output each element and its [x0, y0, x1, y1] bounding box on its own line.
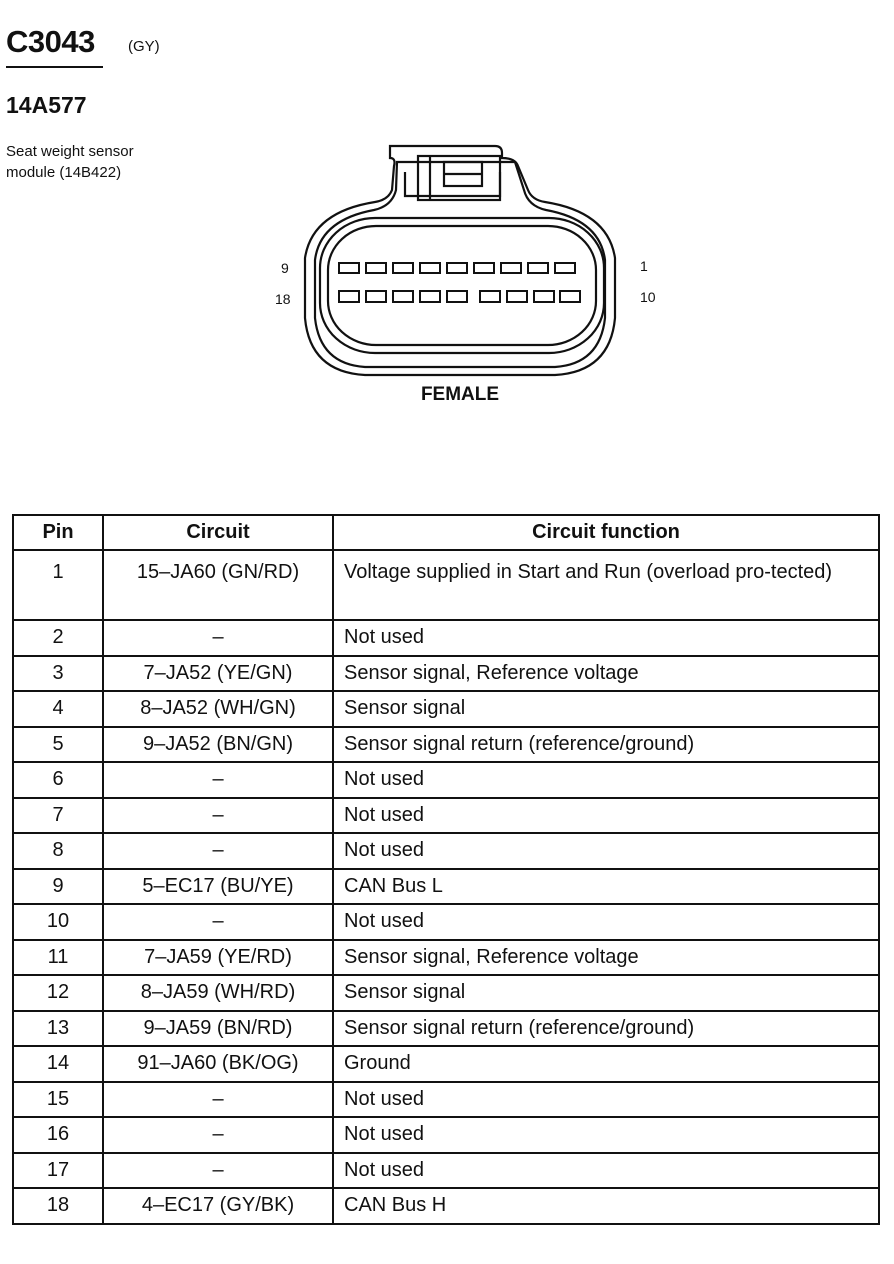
function-cell: Not used	[333, 620, 879, 656]
connector-id: C3043	[6, 24, 95, 59]
pinout-table	[12, 514, 880, 1225]
pin-cavity	[366, 291, 386, 302]
pin-cell: 8	[13, 833, 103, 869]
pin-cavities	[339, 263, 580, 302]
table-row	[13, 550, 879, 620]
pin-cell: 14	[13, 1046, 103, 1082]
function-cell: Sensor signal, Reference voltage	[333, 656, 879, 692]
pin-cavity	[474, 263, 494, 273]
pin-cavity	[447, 263, 467, 273]
table-row	[13, 798, 879, 834]
function-cell: Not used	[333, 798, 879, 834]
connector-title	[6, 24, 160, 60]
table-row	[13, 940, 879, 976]
circuit-cell: –	[103, 798, 333, 834]
function-cell: Sensor signal return (reference/ground)	[333, 727, 879, 763]
circuit-cell: 91–JA60 (BK/OG)	[103, 1046, 333, 1082]
pin-label-1: 1	[640, 258, 648, 274]
pin-cavity	[420, 291, 440, 302]
table-row	[13, 762, 879, 798]
pin-cavity	[507, 291, 527, 302]
pin-cell: 13	[13, 1011, 103, 1047]
pin-cell: 16	[13, 1117, 103, 1153]
table-row	[13, 691, 879, 727]
header-pin: Pin	[13, 515, 103, 550]
function-cell: Not used	[333, 1082, 879, 1118]
pin-cavity	[339, 291, 359, 302]
title-underline	[6, 66, 103, 68]
table-row	[13, 1117, 879, 1153]
pin-cavity	[534, 291, 554, 302]
pin-cavity	[528, 263, 548, 273]
pin-cell: 1	[13, 550, 103, 620]
circuit-cell: 7–JA52 (YE/GN)	[103, 656, 333, 692]
function-cell: Not used	[333, 1153, 879, 1189]
pin-cavity	[480, 291, 500, 302]
table-row	[13, 727, 879, 763]
header-circuit: Circuit	[103, 515, 333, 550]
table-row	[13, 869, 879, 905]
circuit-cell: 7–JA59 (YE/RD)	[103, 940, 333, 976]
function-cell: CAN Bus H	[333, 1188, 879, 1224]
circuit-cell: 5–EC17 (BU/YE)	[103, 869, 333, 905]
circuit-cell: –	[103, 620, 333, 656]
function-cell: CAN Bus L	[333, 869, 879, 905]
circuit-cell: 9–JA52 (BN/GN)	[103, 727, 333, 763]
connector-outline	[270, 128, 650, 388]
pin-cell: 6	[13, 762, 103, 798]
pin-label-18: 18	[275, 291, 291, 307]
table-row	[13, 975, 879, 1011]
module-description: Seat weight sensor module (14B422)	[6, 143, 134, 181]
pin-cavity	[393, 263, 413, 273]
function-cell: Sensor signal, Reference voltage	[333, 940, 879, 976]
pin-label-9: 9	[281, 260, 289, 276]
circuit-cell: –	[103, 1117, 333, 1153]
pin-cell: 11	[13, 940, 103, 976]
function-cell: Sensor signal	[333, 691, 879, 727]
circuit-cell: 8–JA59 (WH/RD)	[103, 975, 333, 1011]
table-row	[13, 1188, 879, 1224]
pin-cell: 4	[13, 691, 103, 727]
pin-cell: 9	[13, 869, 103, 905]
table-header-row	[13, 515, 879, 550]
function-cell: Sensor signal	[333, 975, 879, 1011]
table-row	[13, 620, 879, 656]
pin-cell: 5	[13, 727, 103, 763]
pin-cavity	[560, 291, 580, 302]
connector-face-diagram	[270, 128, 650, 393]
circuit-cell: 4–EC17 (GY/BK)	[103, 1188, 333, 1224]
table-row	[13, 833, 879, 869]
table-row	[13, 904, 879, 940]
pin-cavity	[339, 263, 359, 273]
table-row	[13, 1082, 879, 1118]
pin-cavity	[420, 263, 440, 273]
function-cell: Voltage supplied in Start and Run (overload pro-tected)	[333, 550, 879, 620]
part-number: 14A577	[6, 92, 87, 118]
pin-label-10: 10	[640, 289, 656, 305]
connector-insert	[320, 218, 604, 353]
pin-cell: 3	[13, 656, 103, 692]
circuit-cell: –	[103, 762, 333, 798]
pin-cavity	[501, 263, 521, 273]
circuit-cell: 9–JA59 (BN/RD)	[103, 1011, 333, 1047]
circuit-cell: –	[103, 1153, 333, 1189]
function-cell: Not used	[333, 904, 879, 940]
circuit-cell: 15–JA60 (GN/RD)	[103, 550, 333, 620]
pin-cavity	[555, 263, 575, 273]
pin-cell: 2	[13, 620, 103, 656]
function-cell: Sensor signal return (reference/ground)	[333, 1011, 879, 1047]
function-cell: Not used	[333, 833, 879, 869]
table-row	[13, 656, 879, 692]
pin-cell: 18	[13, 1188, 103, 1224]
pin-cell: 17	[13, 1153, 103, 1189]
function-cell: Not used	[333, 762, 879, 798]
circuit-cell: –	[103, 1082, 333, 1118]
connector-color: (GY)	[128, 38, 160, 55]
pinout-table-body	[13, 550, 879, 1224]
function-cell: Ground	[333, 1046, 879, 1082]
connector-latch	[405, 172, 500, 196]
pin-cavity	[366, 263, 386, 273]
table-row	[13, 1011, 879, 1047]
pin-cell: 7	[13, 798, 103, 834]
pin-cavity	[393, 291, 413, 302]
function-cell: Not used	[333, 1117, 879, 1153]
pin-cell: 10	[13, 904, 103, 940]
pin-cell: 15	[13, 1082, 103, 1118]
circuit-cell: –	[103, 833, 333, 869]
table-row	[13, 1046, 879, 1082]
table-row	[13, 1153, 879, 1189]
pin-cavity	[447, 291, 467, 302]
header-circuit-function: Circuit function	[333, 515, 879, 550]
connector-gender-label: FEMALE	[420, 384, 500, 405]
circuit-cell: 8–JA52 (WH/GN)	[103, 691, 333, 727]
pin-cell: 12	[13, 975, 103, 1011]
circuit-cell: –	[103, 904, 333, 940]
